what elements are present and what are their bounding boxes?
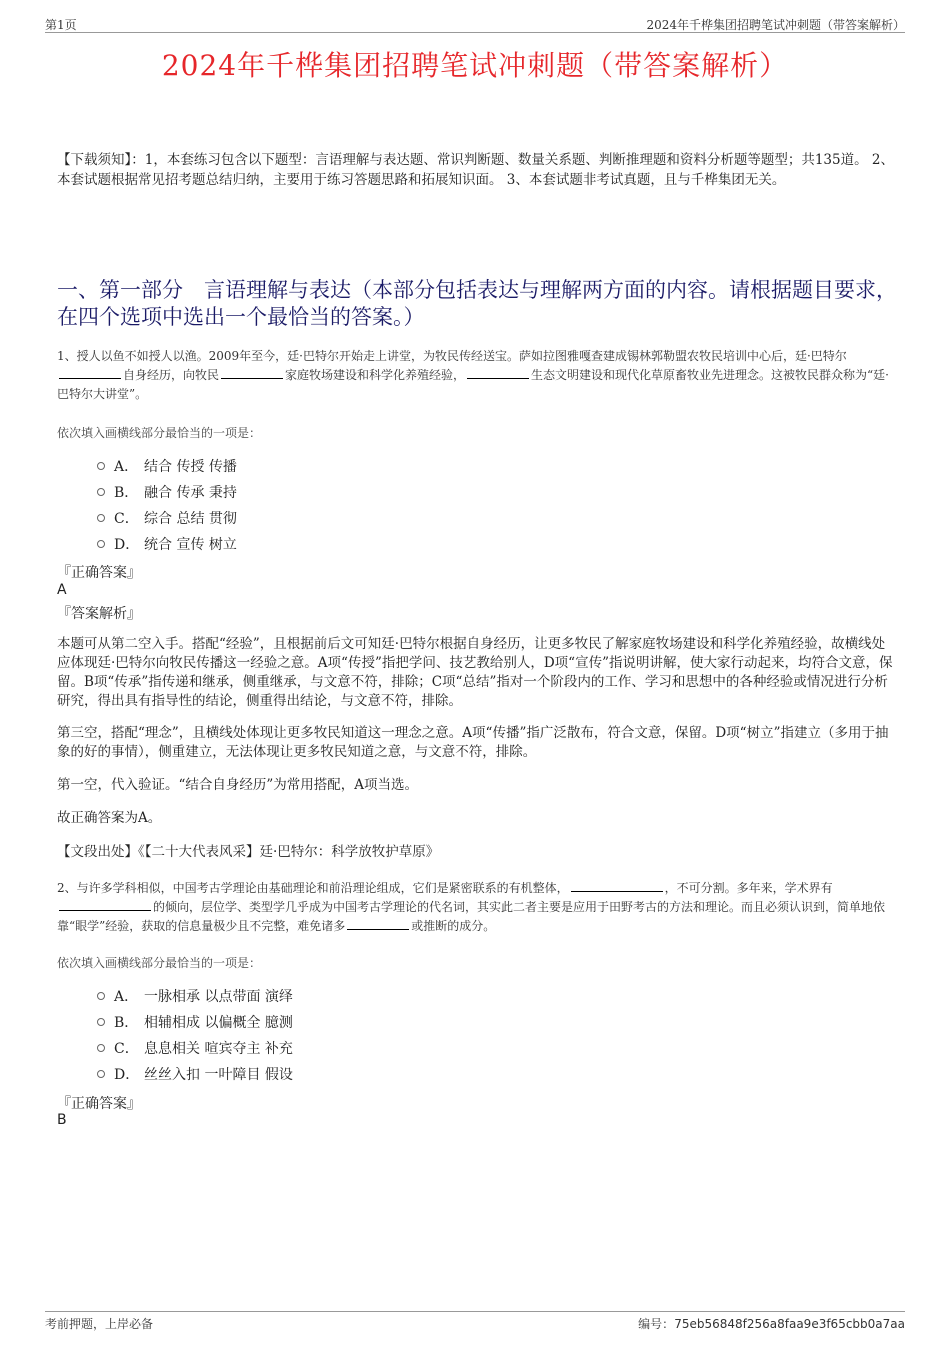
- fill-blank: [59, 366, 121, 379]
- option-text: 相辅相成 以偏概全 臆测: [144, 1015, 293, 1031]
- fill-blank: [467, 366, 529, 379]
- page-header: [45, 14, 905, 33]
- option-letter: C．: [114, 1041, 139, 1057]
- source-citation: 【文段出处】《【二十大代表风采】廷·巴特尔：科学放牧护草原》: [57, 844, 440, 860]
- answer-value: B: [57, 1112, 67, 1128]
- option-c[interactable]: [97, 505, 237, 531]
- answer-label: 『正确答案』: [57, 565, 141, 581]
- download-notice: 【下载须知】：1，本套练习包含以下题型：言语理解与表达题、常识判断题、数量关系题、判断推理题和资料分析题等题型；共135道。 2、本套试题根据常见招考题总结归纳，主要用于练习答题思路和拓展知识面。 3、本套试题非考试真题，且与千桦集团无关。: [57, 152, 894, 188]
- option-text: 统合 宣传 树立: [144, 537, 237, 553]
- fill-blank: [59, 898, 151, 911]
- footer-code: [638, 1315, 905, 1332]
- analysis-paragraph-2: 第三空，搭配“理念”，且横线处体现让更多牧民知道这一理念之意。A项“传播”指广泛散布，符合文意，保留。D项“树立”指建立（多用于抽象的好的事情），侧重建立，无法体现让更多牧民知道之意，与文意不符，排除。: [57, 725, 889, 760]
- option-text: 融合 传承 秉持: [144, 485, 237, 501]
- question-2-seg2: ，不可分割。多年来，学术界有: [664, 881, 833, 895]
- option-letter: D．: [114, 1067, 140, 1083]
- option-letter: B．: [114, 1015, 139, 1031]
- option-b[interactable]: [97, 479, 237, 505]
- option-letter: B．: [114, 485, 139, 501]
- option-d[interactable]: [97, 1061, 293, 1087]
- question-2-seg3: 的倾向，层位学、类型学几乎成为中国考古学理论的代名词，其实此二者主要是应用于田野考古的方法和理论。而且必须认识到，简单地依靠“眼学”经验，获取的信息量极少且不完整，难免诸多: [57, 900, 886, 933]
- option-letter: C．: [114, 511, 139, 527]
- section-heading: 一、第一部分 言语理解与表达（本部分包括表达与理解两方面的内容。请根据题目要求，在四个选项中选出一个最恰当的答案。）: [57, 278, 897, 329]
- option-letter: A．: [114, 459, 139, 475]
- option-text: 丝丝入扣 一叶障目 假设: [144, 1067, 293, 1083]
- radio-icon[interactable]: [97, 1044, 105, 1052]
- code-value: 75eb56848f256a8faa9e3f65cbb0a7aa: [674, 1317, 905, 1331]
- fill-blank: [347, 917, 409, 930]
- fill-blank: [221, 366, 283, 379]
- radio-icon[interactable]: [97, 1070, 105, 1078]
- option-letter: D．: [114, 537, 140, 553]
- option-text: 息息相关 喧宾夺主 补充: [144, 1041, 293, 1057]
- option-text: 一脉相承 以点带面 演绎: [144, 989, 293, 1005]
- option-b[interactable]: [97, 1009, 293, 1035]
- analysis-paragraph-1: 本题可从第二空入手。搭配“经验”，且根据前后文可知廷·巴特尔根据自身经历，让更多牧民了解家庭牧场建设和科学化养殖经验，故横线处应体现廷·巴特尔向牧民传播这一经验之意。A项“传授”指把学问、技艺教给别人，D项“宣传”指说明讲解，使大家行动起来，均符合文意，保留。B项“传承”指传递和继承，侧重继承，与文意不符，排除；C项“总结”指对一个阶段内的工作、学习和思想中的各种经验或情况进行分析研究，得出具有指导性的结论，侧重得出结论，与文意不符，排除。: [57, 636, 893, 709]
- analysis-label: 『答案解析』: [57, 606, 141, 622]
- question-2-seg4: 或推断的成分。: [411, 919, 496, 933]
- analysis-paragraph-4: 故正确答案为A。: [57, 810, 162, 826]
- header-doc-name: 2024年千桦集团招聘笔试冲刺题（带答案解析）: [646, 18, 905, 32]
- answer-label: 『正确答案』: [57, 1096, 141, 1112]
- question-1-seg4: 生态文明建设和现代化草原畜牧业先进理念。这被牧民群众称为“廷·巴特尔大讲堂”。: [57, 368, 889, 401]
- page-footer: [45, 1311, 905, 1331]
- question-1-options: [97, 453, 237, 557]
- option-text: 综合 总结 贯彻: [144, 511, 237, 527]
- fill-blank: [571, 879, 663, 892]
- radio-icon[interactable]: [97, 462, 105, 470]
- option-a[interactable]: [97, 983, 293, 1009]
- question-1-seg1: 1、授人以鱼不如授人以渔。2009年至今，廷·巴特尔开始走上讲堂，为牧民传经送宝。萨如拉图雅嘎查建成锡林郭勒盟农牧民培训中心后，廷·巴特尔: [57, 349, 847, 363]
- question-1-prompt: 依次填入画横线部分最恰当的一项是：: [57, 426, 262, 440]
- page-number: 第1页: [45, 18, 77, 32]
- radio-icon[interactable]: [97, 488, 105, 496]
- analysis-paragraph-3: 第一空，代入验证。“结合自身经历”为常用搭配，A项当选。: [57, 777, 419, 793]
- question-2-options: [97, 983, 293, 1087]
- radio-icon[interactable]: [97, 540, 105, 548]
- radio-icon[interactable]: [97, 992, 105, 1000]
- question-2-prompt: 依次填入画横线部分最恰当的一项是：: [57, 956, 262, 970]
- option-c[interactable]: [97, 1035, 293, 1061]
- question-2-seg1: 2、与许多学科相似，中国考古学理论由基础理论和前沿理论组成，它们是紧密联系的有机整体，: [57, 881, 569, 895]
- radio-icon[interactable]: [97, 514, 105, 522]
- option-letter: A．: [114, 989, 139, 1005]
- question-1-seg3: 家庭牧场建设和科学化养殖经验，: [285, 368, 466, 382]
- question-2-text: [57, 879, 897, 936]
- radio-icon[interactable]: [97, 1018, 105, 1026]
- footer-slogan: 考前押题，上岸必备: [45, 1317, 154, 1331]
- question-1-text: [57, 347, 897, 404]
- option-text: 结合 传授 传播: [144, 459, 237, 475]
- answer-value: A: [57, 582, 67, 598]
- option-a[interactable]: [97, 453, 237, 479]
- code-label: 编号：: [638, 1317, 675, 1331]
- document-title: 2024年千桦集团招聘笔试冲刺题（带答案解析）: [161, 49, 789, 82]
- option-d[interactable]: [97, 531, 237, 557]
- question-1-seg2: 自身经历，向牧民: [123, 368, 220, 382]
